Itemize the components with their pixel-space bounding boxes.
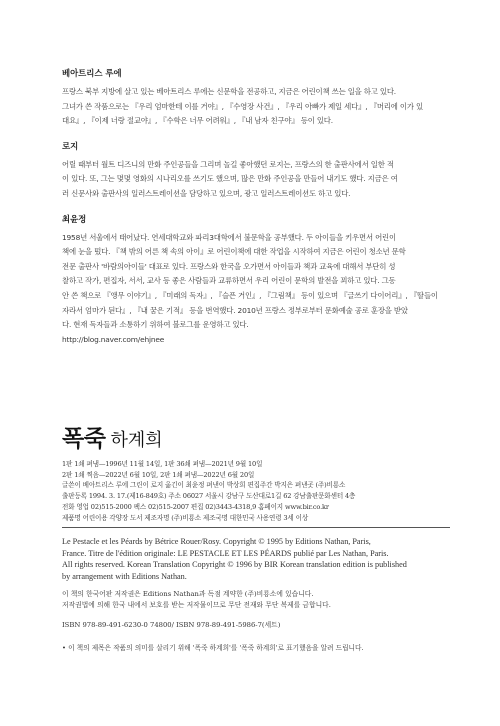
bio-line: 1958년 서울에서 태어났다. 연세대학교와 파리3대학에서 불문학을 공부했다. 두 아이들을 키우면서 어린이 <box>62 232 396 242</box>
title-footnote: • 이 책의 제목은 작품의 의미를 살리기 위해 '폭죽 하계희'를 '폭죽 하계희'로 표기했음을 알려 드립니다. <box>62 643 364 652</box>
bio-line: 러 신문사와 출판사의 일러스트레이션을 담당하고 있으며, 광고 일러스트레이션도 하고 있다. <box>62 188 351 198</box>
bio-text <box>62 231 444 348</box>
copyright-line: Le Pestacle et les Péards by Bétrice Rouer/Rosy. Copyright © 1995 by Editions Nathan, Paris, <box>62 537 371 547</box>
isbn: ISBN 978-89-491-6230-0 74800/ ISBN 978-89-491-5986-7(세트) <box>62 620 281 629</box>
imprint-line: 전화 영업 02)515-2000 팩스 02)515-2007 편집 02)3443-4318,9 홈페이지 www.bir.co.kr <box>62 502 329 511</box>
rights-line: 저작권법에 의해 한국 내에서 보호를 받는 저작물이므로 무단 전재와 무단 복제를 금합니다. <box>62 600 331 609</box>
bio-line: 찰하고 작가, 편집자, 서서, 교사 등 좋은 사람들과 교류하면서 우리 어린이 문학의 발전을 꾀하고 있다. 그동 <box>62 276 396 286</box>
copyright-notice <box>62 536 452 582</box>
copyright-line: France. Titre de l'édition originale: LE PESTACLE ET LES PÉARDS publié par Les Nathan, Paris. <box>62 548 389 558</box>
imprint-line: 2판 1쇄 찍음—2022년 6월 10일, 2판 1쇄 펴냄—2022년 6월 20일 <box>62 470 255 479</box>
bio-author <box>62 68 444 129</box>
imprint-info <box>62 459 452 523</box>
imprint-line: 제품명 어린이용 각양장 도서 제조자명 (주)비룡소 제조국명 대한민국 사용연령 3세 이상 <box>62 513 309 522</box>
title-main: 폭죽 <box>62 425 106 452</box>
divider <box>62 527 450 528</box>
bio-line: 프랑스 북부 지방에 살고 있는 베아트리스 루에는 신문학을 전공하고, 지금은 어린이책 쓰는 일을 하고 있다. <box>62 87 396 96</box>
blog-url-link[interactable]: http://blog.naver.com/ehjnee <box>62 334 165 344</box>
colophon <box>62 420 452 652</box>
bio-translator <box>62 214 444 348</box>
contributor-bios <box>62 68 444 359</box>
bio-name: 최윤정 <box>62 213 87 224</box>
imprint-line: 글쓴이 베아트리스 루에 그린이 로지 옮긴이 최윤정 펴낸이 박상희 편집주간 박지은 펴낸곳 (주)비룡소 <box>62 481 346 490</box>
bio-illustrator <box>62 141 444 202</box>
book-title <box>62 420 452 453</box>
bio-line: 그녀가 쓴 작품으로는 『우리 엄마한테 이를 거야』, 『수영장 사건』, 『우리 아빠가 제일 세다』, 『머리에 이가 있 <box>62 101 423 111</box>
bio-line: 자라서 엄마가 된다』, 『내 꿈은 기적』 등을 번역했다. 2010년 프랑스 정부로부터 문화예술 공로 훈장을 받았 <box>62 305 408 315</box>
copyright-line: All rights reserved. Korean Translation Copyright © 1996 by BIR Korean translation edition is published <box>62 560 407 570</box>
bio-line: 전문 출판사 '바람의아이들' 대표로 있다. 프랑스와 한국을 오가면서 아이들과 책과 교육에 대해서 부단히 성 <box>62 261 396 271</box>
bio-line: 대요』, 『이제 너랑 절교야』, 『수학은 너무 어려워』, 『내 남자 친구야』 등이 있다. <box>62 116 333 126</box>
bio-line: 다. 현재 독자들과 소통하기 위하여 블로그를 운영하고 있다. <box>62 320 249 330</box>
bio-name: 베아트리스 루에 <box>62 68 122 78</box>
rights-notice <box>62 589 452 611</box>
bio-line: 안 쓴 책으로 『앵무 이야기』, 『미래의 독자』, 『슬픈 거인』, 『그림책』 등이 있으며 『글쓰기 다이어리』, 『딸들이 <box>62 290 438 300</box>
bio-line: 어릴 때부터 월트 디즈니의 만화 주인공들을 그리며 놀길 좋아했던 로지는, 프랑스의 한 출판사에서 일한 적 <box>62 159 394 169</box>
imprint-line: 출판등록 1994. 3. 17.(제16-849호) 주소 06027 서울시 강남구 도산대로1길 62 강남출판문화센터 4층 <box>62 492 356 501</box>
title-sub: 하계희 <box>110 430 163 451</box>
bio-text <box>62 85 444 129</box>
imprint-line: 1판 1쇄 펴냄—1996년 11월 14일, 1판 36쇄 펴냄—2021년 9월 10일 <box>62 460 263 468</box>
bio-name: 로지 <box>62 140 79 151</box>
bio-line: 책에 눈을 떴다. 『책 밖의 어른 책 속의 아이』로 어린이책에 대한 작업을 시작하여 지금은 어린이 청소년 문학 <box>62 247 406 257</box>
bio-text <box>62 158 444 202</box>
copyright-line: by arrangement with Editions Nathan. <box>62 572 187 581</box>
rights-line: 이 책의 한국어판 저작권은 Editions Nathan과 독점 계약한 (주)비룡소에 있습니다. <box>62 589 314 598</box>
bio-line: 이 있다. 또, 그는 몇몇 영화의 시나리오를 쓰기도 했으며, 많은 만화 주인공을 만들어 내기도 했다. 지금은 여 <box>62 174 398 184</box>
